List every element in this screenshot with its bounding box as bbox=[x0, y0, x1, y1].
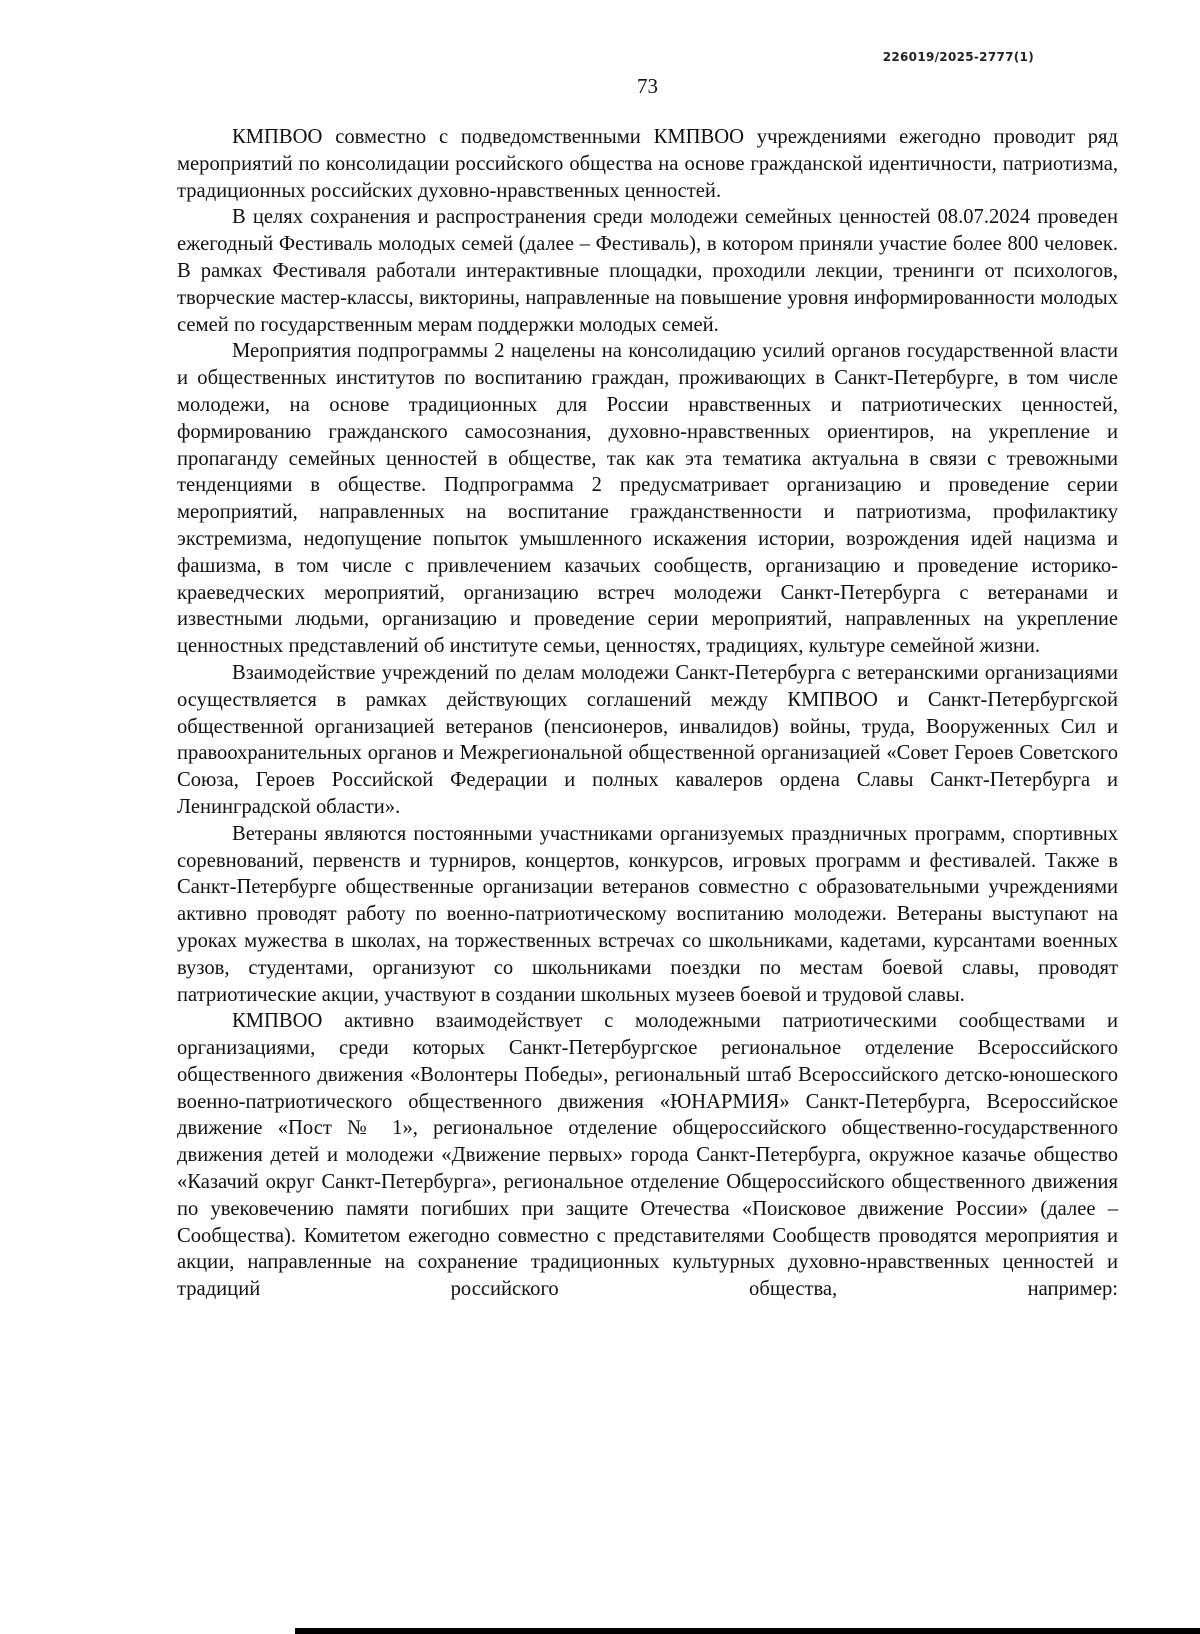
paragraph-veteran-organizations: Взаимодействие учреждений по делам молодежи Санкт-Петербурга с ветеранскими организациями осуществляется в рамках действующих соглашений между КМПВОО и Санкт-Петербургской общественной организацией ветеранов (пенсионеров, инвалидов) войны, труда, Вооруженных Сил и правоохранительных органов и Межрегиональной общественной организацией «Совет Героев Советского Союза, Героев Российской Федерации и полных кавалеров ордена Славы Санкт-Петербурга и Ленинградской области». bbox=[177, 661, 1118, 818]
document-body bbox=[177, 124, 1118, 1303]
paragraph-consolidation: КМПВОО совместно с подведомственными КМПВОО учреждениями ежегодно проводит ряд мероприятий по консолидации российского общества на основе гражданской идентичности, патриотизма, традиционных российских духовно-нравственных ценностей. bbox=[177, 126, 1118, 202]
scan-bottom-edge bbox=[295, 1628, 1200, 1634]
page-number: 73 bbox=[637, 74, 658, 98]
paragraph-veterans-participation: Ветераны являются постоянными участниками организуемых праздничных программ, спортивных соревнований, первенств и турниров, концертов, конкурсов, игровых программ и фестивалей. Также в Санкт-Петербурге общественные организации ветеранов совместно с образовательными учреждениями активно проводят работу по военно-патриотическому воспитанию молодежи. Ветераны выступают на уроках мужества в школах, на торжественных встречах со школьниками, кадетами, курсантами военных вузов, студентами, организуют со школьниками поездки по местам боевой славы, проводят патриотические акции, участвуют в создании школьных музеев боевой и трудовой славы. bbox=[177, 822, 1118, 1006]
paragraph-family-festival: В целях сохранения и распространения среди молодежи семейных ценностей 08.07.2024 проведен ежегодный Фестиваль молодых семей (далее – Фестиваль), в котором приняли участие более 800 человек. В рамках Фестиваля работали интерактивные площадки, проходили лекции, тренинги от психологов, творческие мастер-классы, викторины, направленные на повышение уровня информированности молодых семей по государственным мерам поддержки молодых семей. bbox=[177, 206, 1118, 336]
paragraph-subprogram-2: Мероприятия подпрограммы 2 нацелены на консолидацию усилий органов государственной власти и общественных институтов по воспитанию граждан, проживающих в Санкт-Петербурге, в том числе молодежи, на основе традиционных для России нравственных и патриотических ценностей, формированию гражданского самосознания, духовно-нравственных ориентиров, на укрепление и пропаганду семейных ценностей в обществе, так как эта тематика актуальна в связи с тревожными тенденциями в обществе. Подпрограмма 2 предусматривает организацию и проведение серии мероприятий, направленных на воспитание гражданственности и патриотизма, профилактику экстремизма, недопущение попыток умышленного искажения истории, возрождения идей нацизма и фашизма, в том числе с привлечением казачьих сообществ, организацию и проведение историко-краеведческих мероприятий, организацию встреч молодежи Санкт-Петербурга с ветеранами и известными людьми, организацию и проведение серии мероприятий, направленных на укрепление ценностных представлений об институте семьи, ценностях, традициях, культуре семейной жизни. bbox=[177, 340, 1118, 658]
paragraph-patriotic-communities: КМПВОО активно взаимодействует с молодежными патриотическими сообществами и организациями, среди которых Санкт-Петербургское региональное отделение Всероссийского общественного движения «Волонтеры Победы», региональный штаб Всероссийского детско-юношеского военно-патриотического общественного движения «ЮНАРМИЯ» Санкт-Петербурга, Всероссийское движение «Пост № 1», региональное отделение общероссийского общественно-государственного движения детей и молодежи «Движение первых» города Санкт-Петербурга, окружное казачье общество «Казачий округ Санкт-Петербурга», региональное отделение Общероссийского общественного движения по увековечению памяти погибших при защите Отечества «Поисковое движение России» (далее – Сообщества). Комитетом ежегодно совместно с представителями Сообществ проводятся мероприятия и акции, направленные на сохранение традиционных культурных духовно-нравственных ценностей и традиций российского общества, например: bbox=[177, 1010, 1118, 1301]
document-registration-number: 226019/2025-2777(1) bbox=[882, 50, 1034, 64]
